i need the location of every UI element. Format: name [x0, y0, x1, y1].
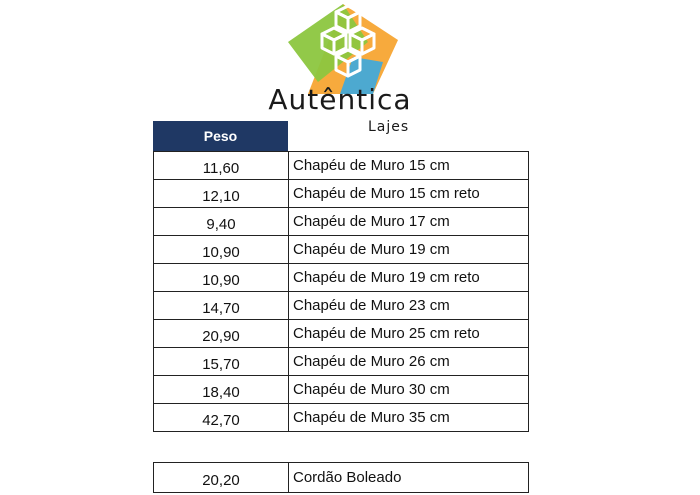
description-cell: Chapéu de Muro 26 cm [289, 348, 529, 376]
table-row [154, 404, 529, 432]
table-row [154, 376, 529, 404]
table-row [154, 348, 529, 376]
table-row [154, 264, 529, 292]
peso-cell: 14,70 [154, 292, 289, 320]
peso-cell: 20,20 [154, 463, 289, 493]
table-row [154, 180, 529, 208]
peso-cell: 11,60 [154, 152, 289, 180]
table-row [154, 320, 529, 348]
description-cell: Chapéu de Muro 15 cm reto [289, 180, 529, 208]
description-cell: Chapéu de Muro 25 cm reto [289, 320, 529, 348]
description-cell: Chapéu de Muro 19 cm reto [289, 264, 529, 292]
peso-cell: 9,40 [154, 208, 289, 236]
peso-cell: 20,90 [154, 320, 289, 348]
description-cell: Chapéu de Muro 30 cm [289, 376, 529, 404]
table-row [154, 208, 529, 236]
table-row [154, 292, 529, 320]
peso-cell: 10,90 [154, 236, 289, 264]
description-cell: Chapéu de Muro 15 cm [289, 152, 529, 180]
description-cell: Chapéu de Muro 17 cm [289, 208, 529, 236]
logo-subtitle: Lajes [368, 119, 410, 135]
peso-cell: 10,90 [154, 264, 289, 292]
company-logo [250, 0, 440, 140]
description-cell: Chapéu de Muro 35 cm [289, 404, 529, 432]
description-cell: Chapéu de Muro 23 cm [289, 292, 529, 320]
table-row [154, 236, 529, 264]
product-weight-table [153, 151, 529, 432]
logo-title: Autêntica [268, 83, 412, 116]
peso-column-header: Peso [153, 121, 288, 151]
extra-product-table [153, 462, 529, 493]
peso-cell: 42,70 [154, 404, 289, 432]
table-row [154, 463, 529, 493]
description-cell: Cordão Boleado [289, 463, 529, 493]
peso-cell: 12,10 [154, 180, 289, 208]
peso-cell: 18,40 [154, 376, 289, 404]
table-row [154, 152, 529, 180]
peso-cell: 15,70 [154, 348, 289, 376]
description-cell: Chapéu de Muro 19 cm [289, 236, 529, 264]
logo-cubes-icon [278, 2, 408, 94]
